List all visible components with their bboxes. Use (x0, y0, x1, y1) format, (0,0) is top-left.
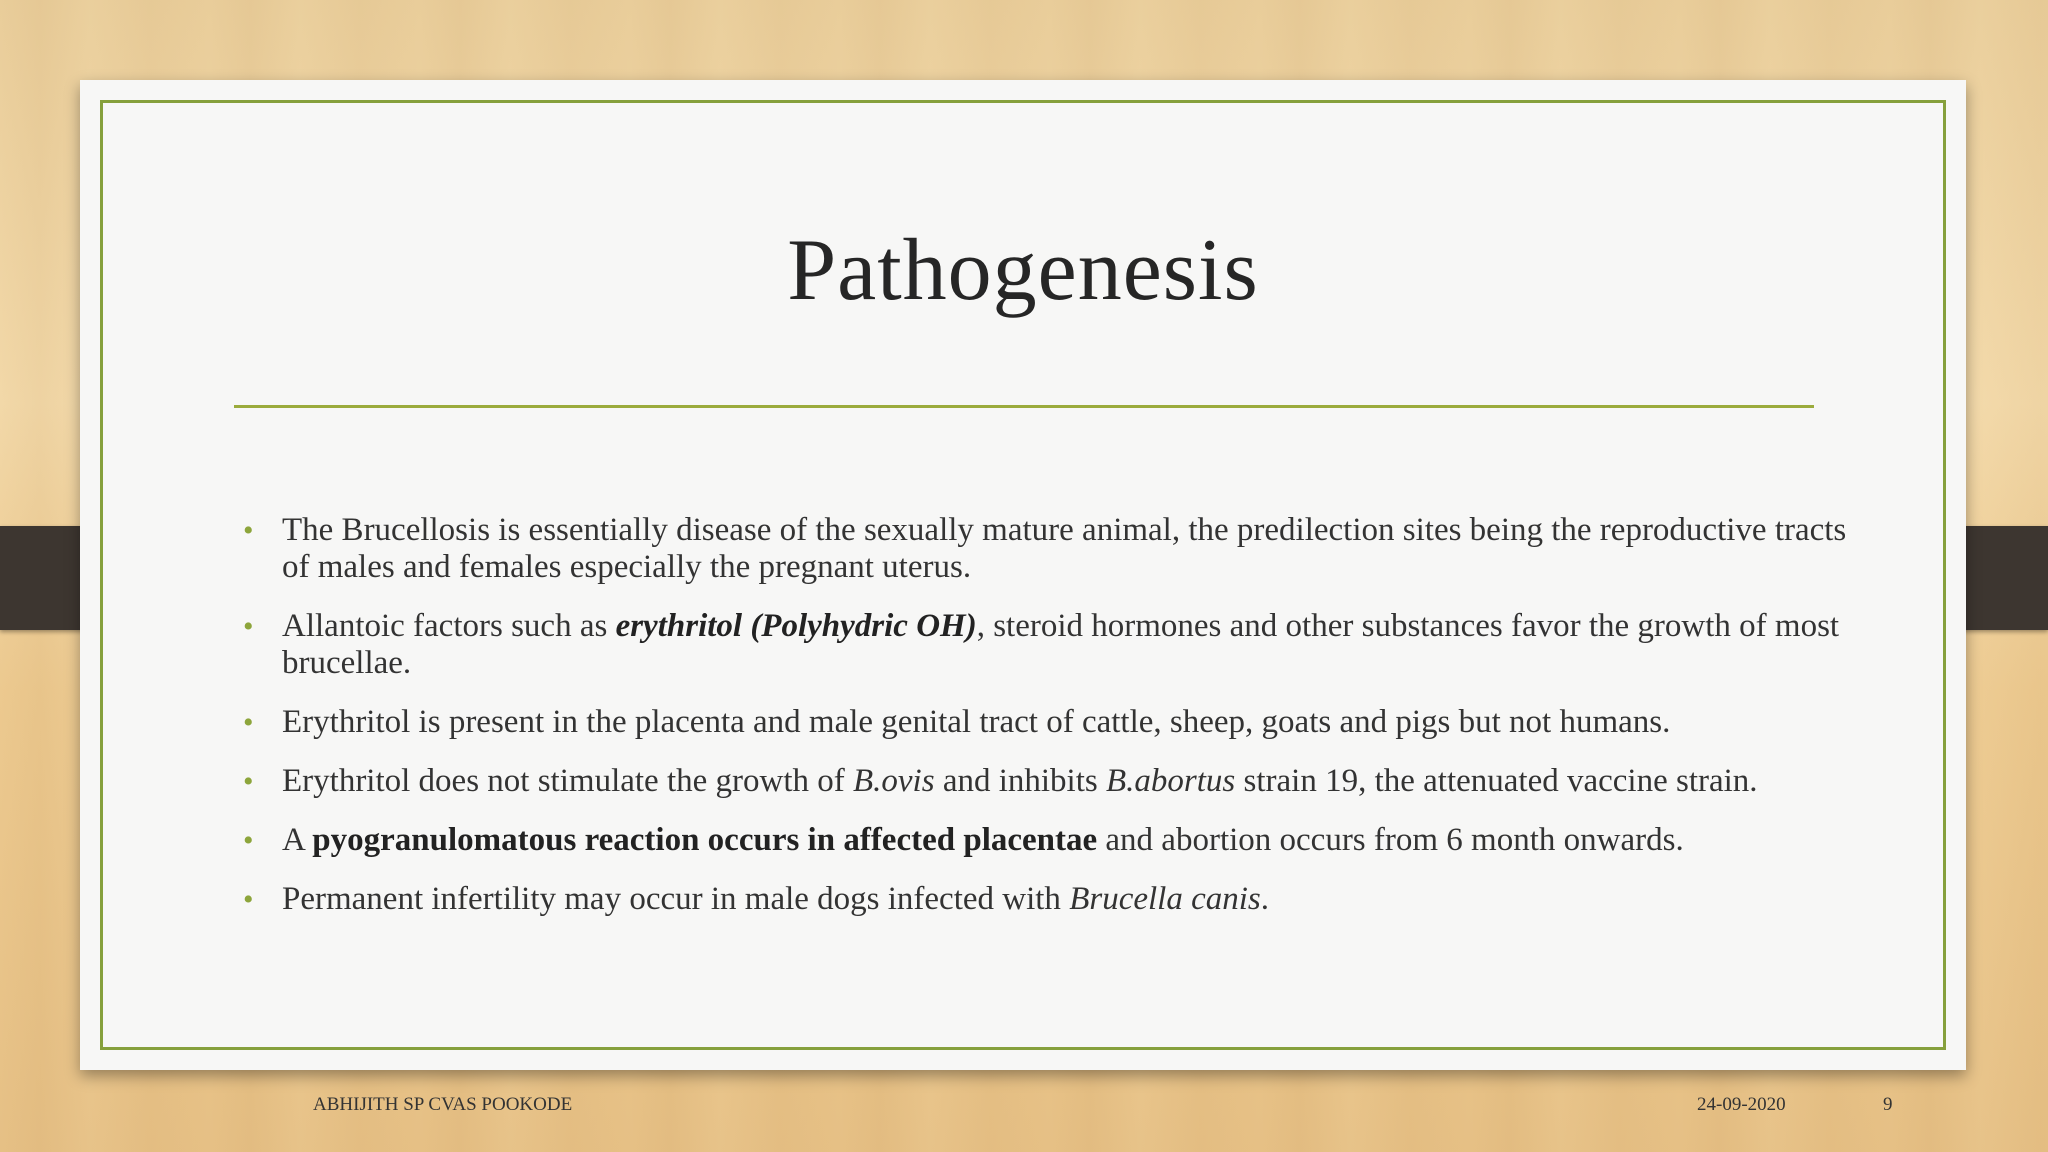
bullet-text: strain 19, the attenuated vaccine strain. (1235, 763, 1758, 799)
bullet-item (230, 822, 1870, 859)
footer-author: ABHIJITH SP CVAS POOKODE (313, 1094, 573, 1115)
bullet-marker: • (243, 824, 254, 857)
footer-date: 24-09-2020 (1697, 1094, 1786, 1115)
bullet-text: , steroid hormones and other substances favor the growth of most brucellae. (282, 608, 1840, 681)
bullet-marker: • (243, 706, 254, 739)
bullet-item (230, 704, 1870, 741)
bullet-marker: • (243, 765, 254, 798)
bullet-item (230, 608, 1870, 682)
slide (80, 80, 1966, 1115)
bullet-marker: • (243, 514, 254, 547)
bullet-text: The Brucellosis is essentially disease of the sexually mature animal, the predilection sites being the reproductive tracts of males and females especially the pregnant uterus. (282, 512, 1847, 585)
bullet-text: Permanent infertility may occur in male dogs infected with (282, 881, 1070, 917)
slide-title: Pathogenesis (787, 222, 1259, 319)
bullet-text: Allantoic factors such as (282, 608, 616, 644)
bullet-text: Erythritol does not stimulate the growth of (282, 763, 853, 799)
title-divider (234, 405, 1814, 408)
species-name: Brucella canis (1069, 881, 1261, 917)
bullet-text: and inhibits (934, 763, 1106, 799)
bullet-item (230, 763, 1870, 800)
bullet-list (230, 512, 1870, 940)
bullet-item (230, 881, 1870, 918)
bullet-emphasis: erythritol (Polyhydric OH) (615, 608, 977, 644)
footer-page-number: 9 (1883, 1094, 1893, 1115)
bullet-text: A (282, 822, 313, 858)
bullet-emphasis: pyogranulomatous reaction occurs in affected placentae (312, 822, 1098, 858)
bullet-text: Erythritol is present in the placenta and male genital tract of cattle, sheep, goats and pigs but not humans. (282, 704, 1671, 740)
bullet-item (230, 512, 1870, 586)
bullet-marker: • (243, 883, 254, 916)
bullet-text: and abortion occurs from 6 month onwards. (1097, 822, 1684, 858)
bullet-marker: • (243, 610, 254, 643)
species-name: B.ovis (853, 763, 935, 799)
bullet-text: . (1260, 881, 1269, 917)
species-name: B.abortus (1106, 763, 1236, 799)
